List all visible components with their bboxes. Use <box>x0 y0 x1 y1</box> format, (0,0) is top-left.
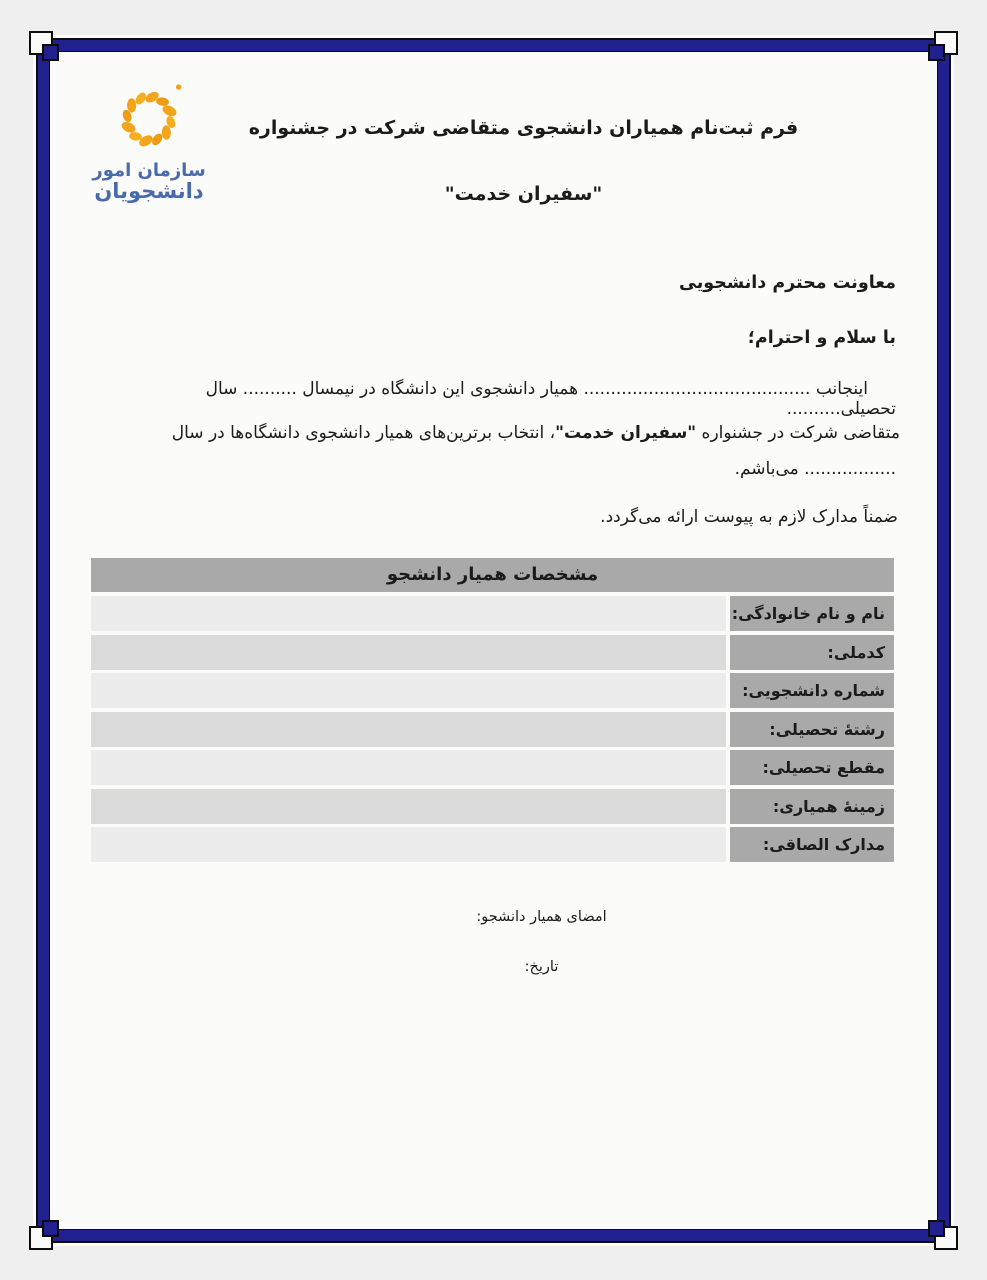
sunflower-icon <box>79 81 219 157</box>
table-row <box>91 673 894 708</box>
corner-ornament-top-right <box>914 35 954 75</box>
student-info-table <box>91 558 894 866</box>
signature-label: امضای همیار دانشجو: <box>476 909 607 925</box>
corner-ornament-bottom-right <box>914 1206 954 1246</box>
body-line2 <box>94 423 900 443</box>
row-label-degree-level: مقطع تحصیلی: <box>730 750 894 785</box>
row-value-student-number[interactable] <box>91 673 726 708</box>
row-label-national-id: کدملی: <box>730 635 894 670</box>
org-name-line1: سازمان امور <box>92 160 206 181</box>
salutation: معاونت محترم دانشجویی <box>679 273 896 293</box>
form-title-line1: فرم ثبت‌نام همیاران دانشجوی متقاضی شرکت در جشنواره <box>248 117 799 139</box>
table-row <box>91 750 894 785</box>
table-row <box>91 712 894 747</box>
corner-square-fill <box>928 44 945 61</box>
row-label-assistance-area: زمینهٔ همیاری: <box>730 789 894 824</box>
page-content <box>49 51 938 1230</box>
form-title-line2: "سفیران خدمت" <box>444 183 603 205</box>
body-line1: اینجانب .......................................... همیار دانشجوی این دانشگاه در نیمسال .......... سال تحصیلی.......... <box>205 379 896 419</box>
row-value-degree-level[interactable] <box>91 750 726 785</box>
table-header: مشخصات همیار دانشجو <box>91 558 894 592</box>
row-label-full-name: نام و نام خانوادگی: <box>730 596 894 631</box>
corner-square-fill <box>928 1220 945 1237</box>
greeting: با سلام و احترام؛ <box>747 328 896 348</box>
corner-ornament-top-left <box>33 35 73 75</box>
row-value-assistance-area[interactable] <box>91 789 726 824</box>
document-page <box>33 35 954 1246</box>
org-name-line2: دانشجویان <box>94 179 204 204</box>
row-label-student-number: شماره دانشجویی: <box>730 673 894 708</box>
row-value-national-id[interactable] <box>91 635 726 670</box>
corner-square-fill <box>42 1220 59 1237</box>
body-line2-festival-name: "سفیران خدمت" <box>555 423 697 443</box>
table-row <box>91 827 894 862</box>
attachment-note: ضمناً مدارک لازم به پیوست ارائه می‌گردد. <box>600 507 898 527</box>
body-line3: ................. می‌باشم. <box>734 459 896 479</box>
table-row <box>91 596 894 631</box>
date-label: تاریخ: <box>524 959 559 975</box>
table-row <box>91 789 894 824</box>
body-line2-prefix: متقاضی شرکت در جشنواره <box>696 423 900 443</box>
row-value-field-of-study[interactable] <box>91 712 726 747</box>
row-label-field-of-study: رشتهٔ تحصیلی: <box>730 712 894 747</box>
corner-ornament-bottom-left <box>33 1206 73 1246</box>
body-line2-suffix: ، انتخاب برترین‌های همیار دانشجوی دانشگاه‌ها در سال <box>171 423 556 443</box>
row-label-attached-documents: مدارک الصاقی: <box>730 827 894 862</box>
corner-square-fill <box>42 44 59 61</box>
org-logo <box>79 81 219 203</box>
row-value-full-name[interactable] <box>91 596 726 631</box>
table-row <box>91 635 894 670</box>
org-name <box>79 161 219 203</box>
row-value-attached-documents[interactable] <box>91 827 726 862</box>
